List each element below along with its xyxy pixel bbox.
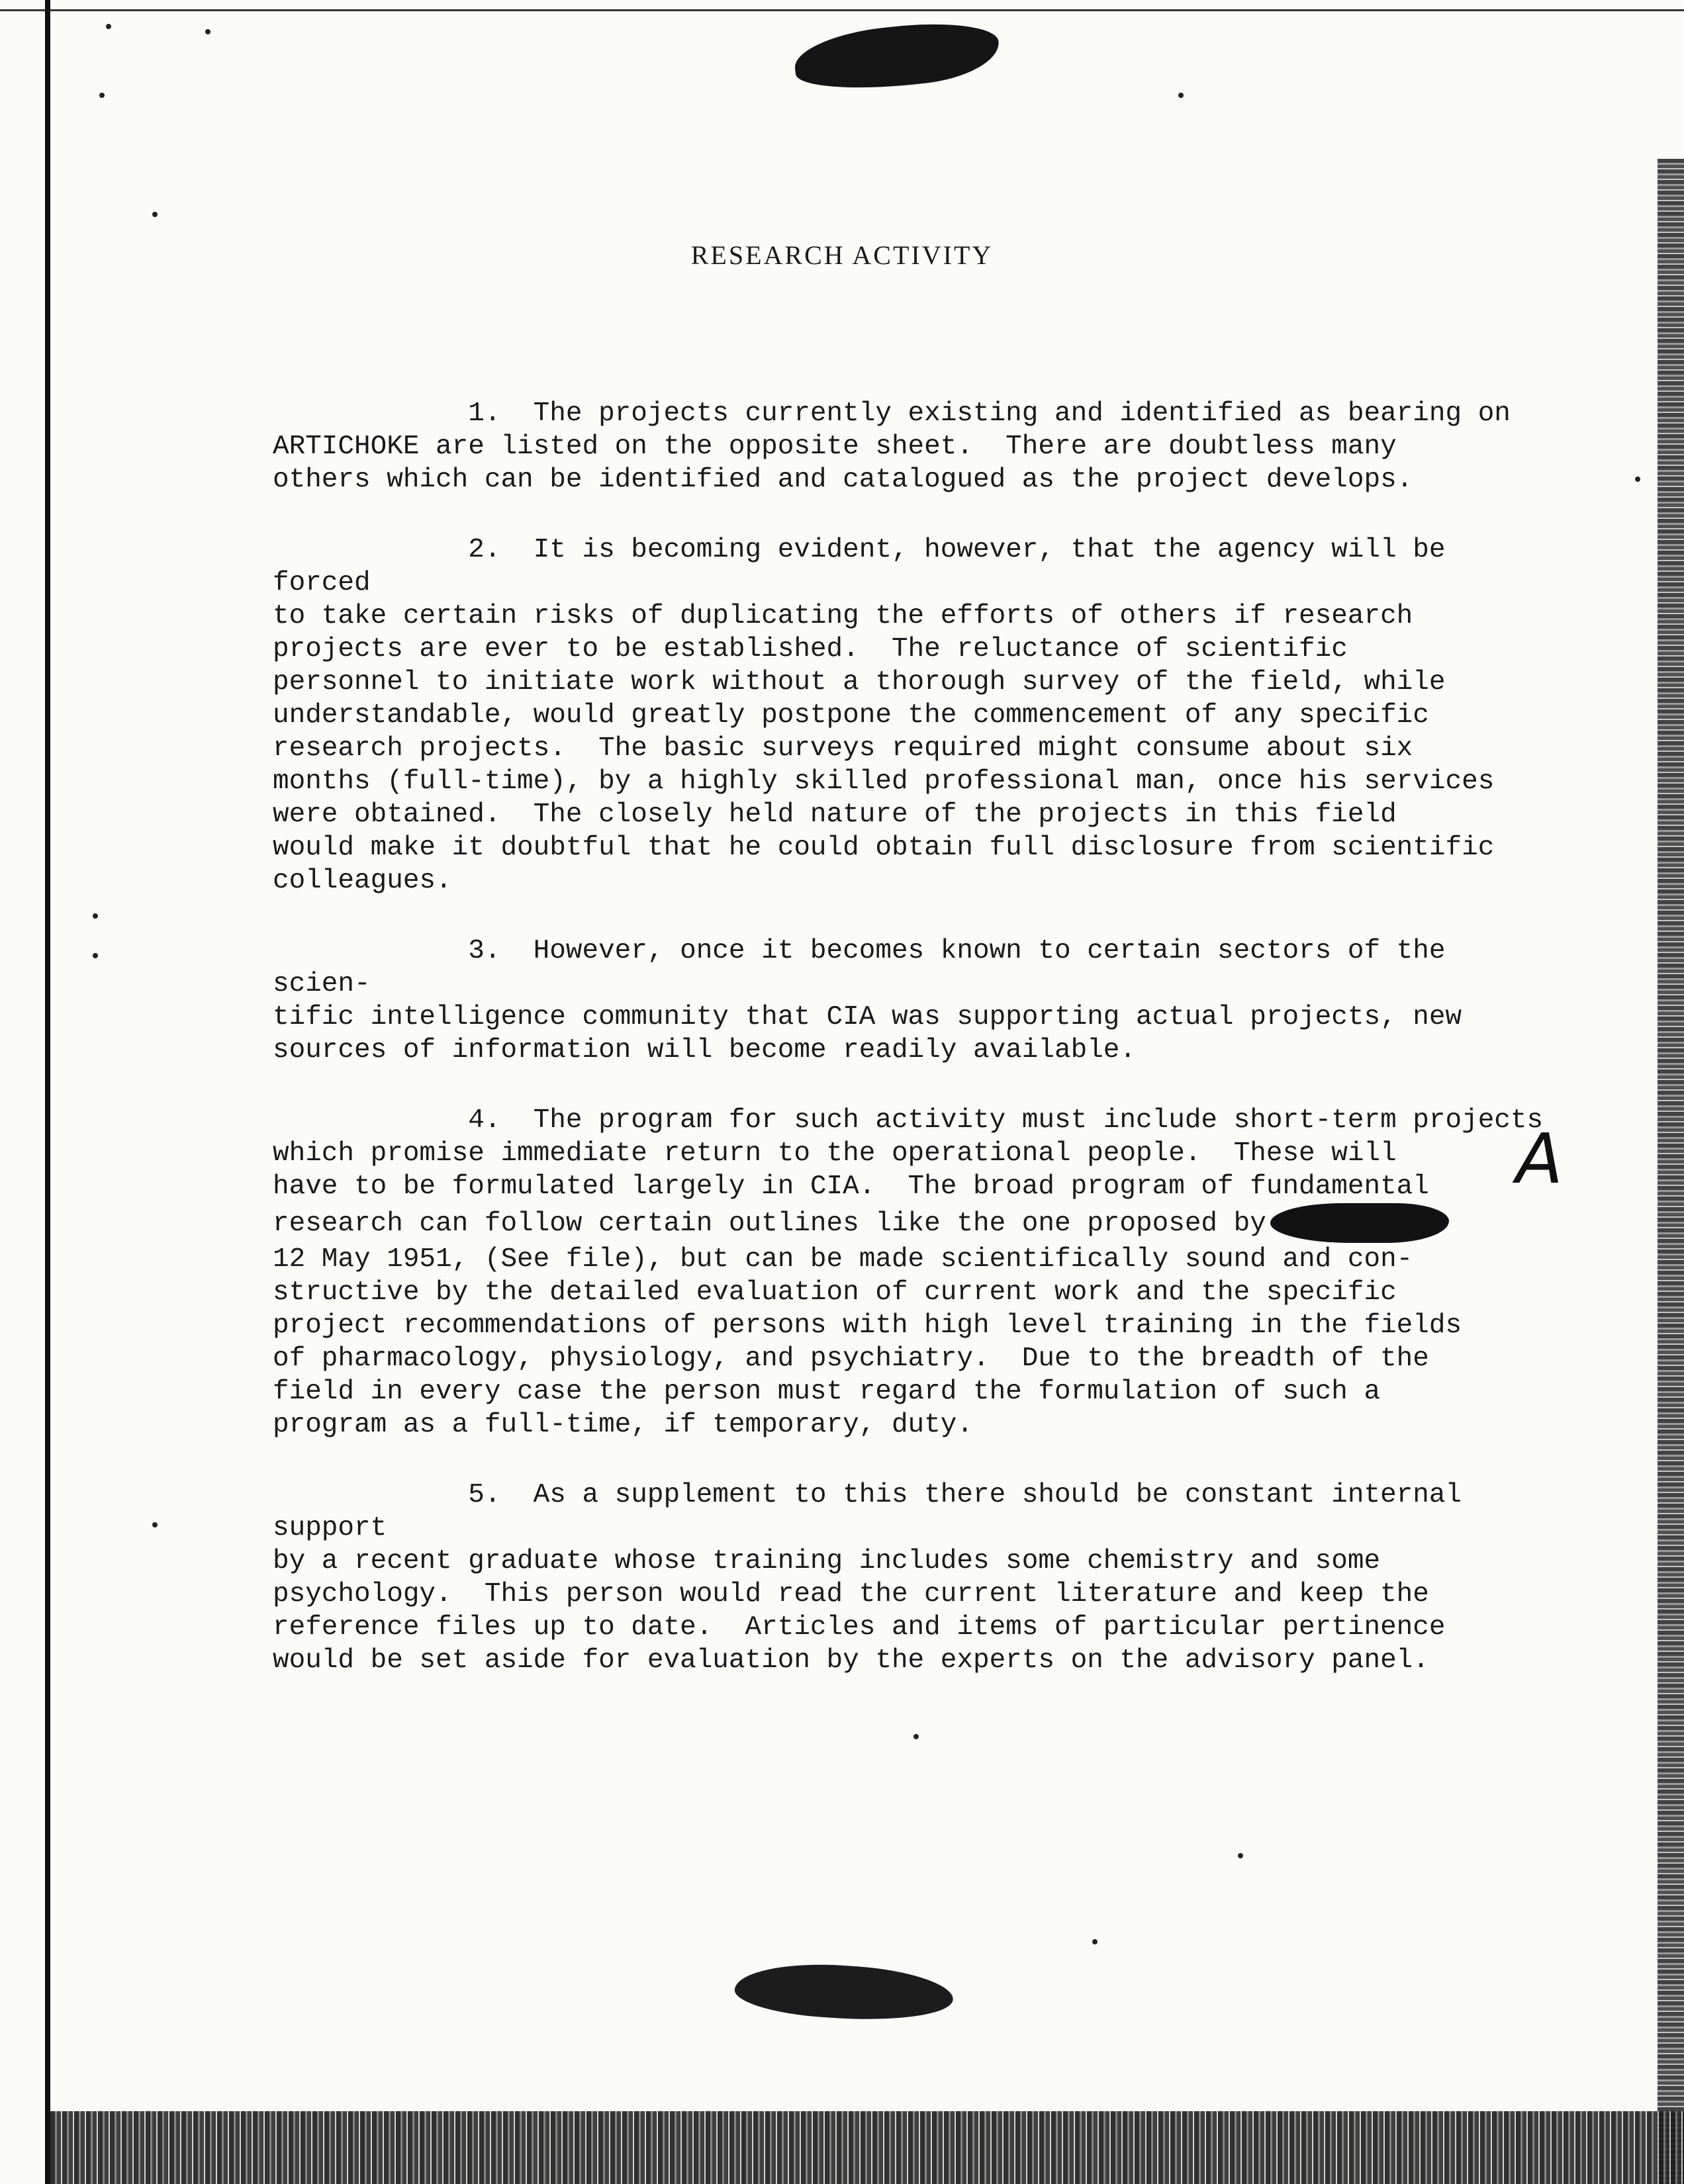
scan-edge-left (45, 0, 50, 2184)
scan-speck (1178, 93, 1184, 98)
scan-speck (1635, 477, 1640, 482)
scan-speck (1092, 1939, 1098, 1944)
scan-speck (152, 212, 158, 217)
paragraph-3: 3. However, once it becomes known to certain sectors of the scien- tific intelligence community that CIA was supporting actual projects, new sources of information will become readily available. (273, 936, 1462, 1066)
scan-speck (93, 913, 98, 919)
scan-edge-top (0, 9, 1684, 11)
document-body (273, 397, 1557, 1714)
paragraph-4-text-after: 12 May 1951, (See file), but can be made scientifically sound and con- structive by the detailed evaluation of current work and the specific project recommendations of persons with high level training in the fields of pharmacology, physiology, and psychiatry. Due to the breadth of the field in every case the person must regard the formulation of such a program as a full-time, if temporary, duty. (273, 1244, 1462, 1440)
paragraph-4-text-before: 4. The program for such activity must include short-term projects which promise immediate return to the operational people. These will have to be formulated largely in CIA. The broad program of fundamental research can follow certain outlines like the one proposed by (273, 1105, 1544, 1239)
scan-speck (1238, 1853, 1243, 1858)
scan-speck (106, 24, 111, 29)
paragraph-2: 2. It is becoming evident, however, that the agency will be forced to take certain risks of duplicating the efforts of others if research projects are ever to be established. The reluctance of scientific personnel to initiate work without a thorough survey of the field, while understandable, would greatly postpone the commencement of any specific research projects. The basic surveys required might consume about six months (full-time), by a highly skilled professional man, once his services were obtained. The closely held nature of the projects in this field would make it doubtful that he could obtain full disclosure from scientific colleagues. (273, 535, 1495, 896)
paragraph-5: 5. As a supplement to this there should be constant internal support by a recent graduate whose training includes some chemistry and some psychology. This person would read the current literature and keep the reference files up to date. Articles and items of particular pertinence would be set aside for evaluation by the experts on the advisory panel. (273, 1480, 1462, 1676)
redaction-mark-top (792, 16, 1002, 97)
scan-speck (99, 93, 105, 98)
redaction-mark-bottom (733, 1958, 955, 2026)
scan-speck (93, 953, 98, 958)
handwritten-margin-mark: A (1516, 1118, 1564, 1199)
paragraph-4 (273, 1104, 1557, 1441)
inline-redaction (1270, 1203, 1449, 1243)
scan-speck (152, 1522, 158, 1527)
document-title: RESEARCH ACTIVITY (690, 240, 994, 270)
scan-edge-bottom (50, 2111, 1684, 2184)
scan-speck (913, 1734, 919, 1739)
scan-edge-right (1658, 159, 1684, 2184)
scan-speck (205, 29, 210, 34)
paragraph-1: 1. The projects currently existing and identified as bearing on ARTICHOKE are listed on the opposite sheet. There are doubtless many others which can be identified and catalogued as the project develops. (273, 398, 1511, 495)
